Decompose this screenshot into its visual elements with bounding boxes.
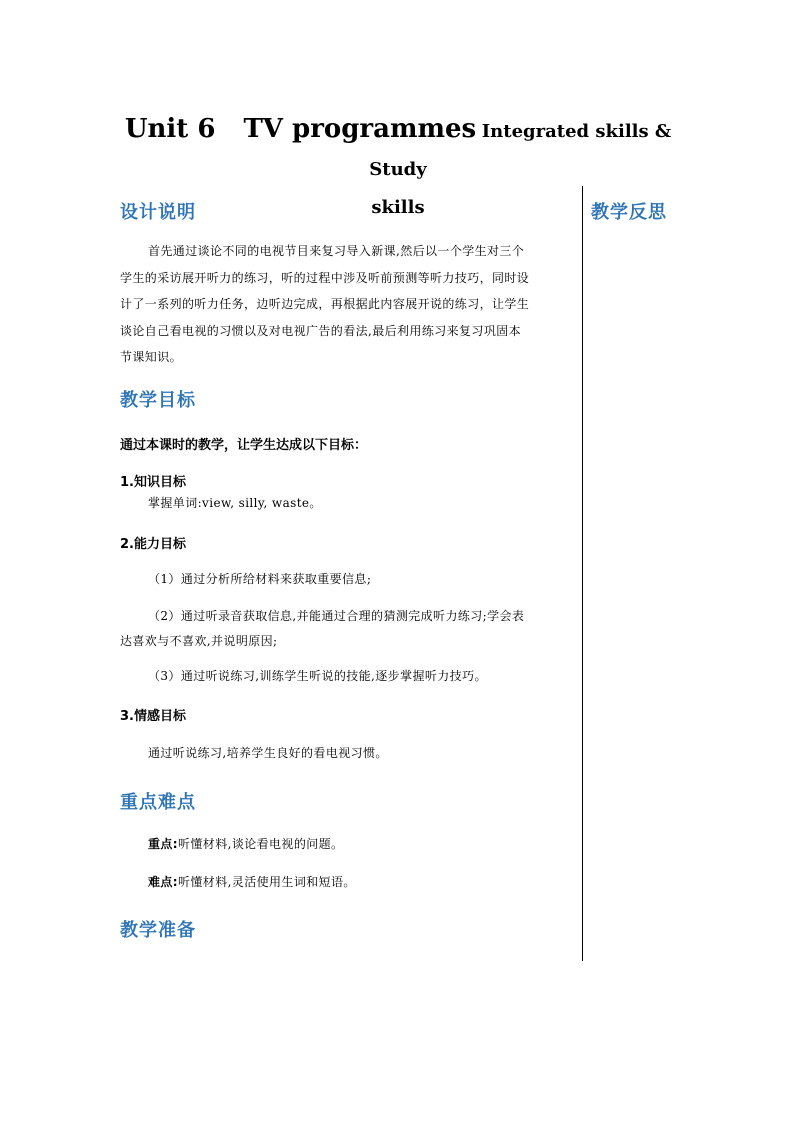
reflection-heading: 教学反思 [591, 202, 667, 223]
title-topic: TV programmes [243, 114, 477, 144]
column-divider [582, 186, 583, 961]
ability-item-2-line-2: 达喜欢与不喜欢,并说明原因; [120, 634, 278, 648]
emotion-text: 通过听说练习,培养学生良好的看电视习惯。 [148, 746, 388, 760]
design-line: 节课知识。 [120, 350, 183, 364]
knowledge-label: 1.知识目标 [120, 475, 186, 490]
difficult-point-line [148, 873, 356, 890]
key-points-heading: 重点难点 [120, 792, 196, 813]
preparation-heading: 教学准备 [120, 920, 196, 941]
design-line: 首先通过谈论不同的电视节目来复习导入新课,然后以一个学生对三个 [148, 244, 525, 258]
key-point-text: 听懂材料,谈论看电视的问题。 [178, 837, 344, 851]
emotion-label: 3.情感目标 [120, 709, 186, 724]
ability-item-1: （1）通过分析所给材料来获取重要信息; [148, 572, 372, 586]
ability-label: 2.能力目标 [120, 537, 186, 552]
design-paragraph [120, 238, 575, 371]
key-point-line [148, 835, 343, 852]
design-line: 谈论自己看电视的习惯以及对电视广告的看法,最后利用练习来复习巩固本 [120, 323, 522, 338]
objectives-intro: 通过本课时的教学，让学生达成以下目标： [120, 438, 368, 453]
title-subtitle-part1: Integrated skills & Study [369, 121, 672, 180]
difficult-point-label: 难点: [148, 875, 178, 889]
key-point-label: 重点: [148, 837, 178, 851]
difficult-point-text: 听懂材料,灵活使用生词和短语。 [178, 875, 356, 889]
title-line-1 [118, 110, 678, 189]
design-line: 计了一系列的听力任务，边听边完成，再根据此内容展开说的练习，让学生 [120, 297, 530, 311]
title-unit: Unit 6 [124, 114, 216, 144]
title-subtitle-part2: skills [371, 197, 425, 218]
knowledge-text: 掌握单词:view, silly, waste。 [148, 496, 322, 510]
ability-item-3: （3）通过听说练习,训练学生听说的技能,逐步掌握听力技巧。 [148, 669, 487, 683]
objectives-heading: 教学目标 [120, 390, 196, 411]
design-heading: 设计说明 [120, 202, 196, 223]
design-line: 学生的采访展开听力的练习，听的过程中涉及听前预测等听力技巧，同时设 [120, 270, 530, 285]
ability-item-2-line-1: （2）通过听录音获取信息,并能通过合理的猜测完成听力练习;学会表 [148, 609, 525, 623]
